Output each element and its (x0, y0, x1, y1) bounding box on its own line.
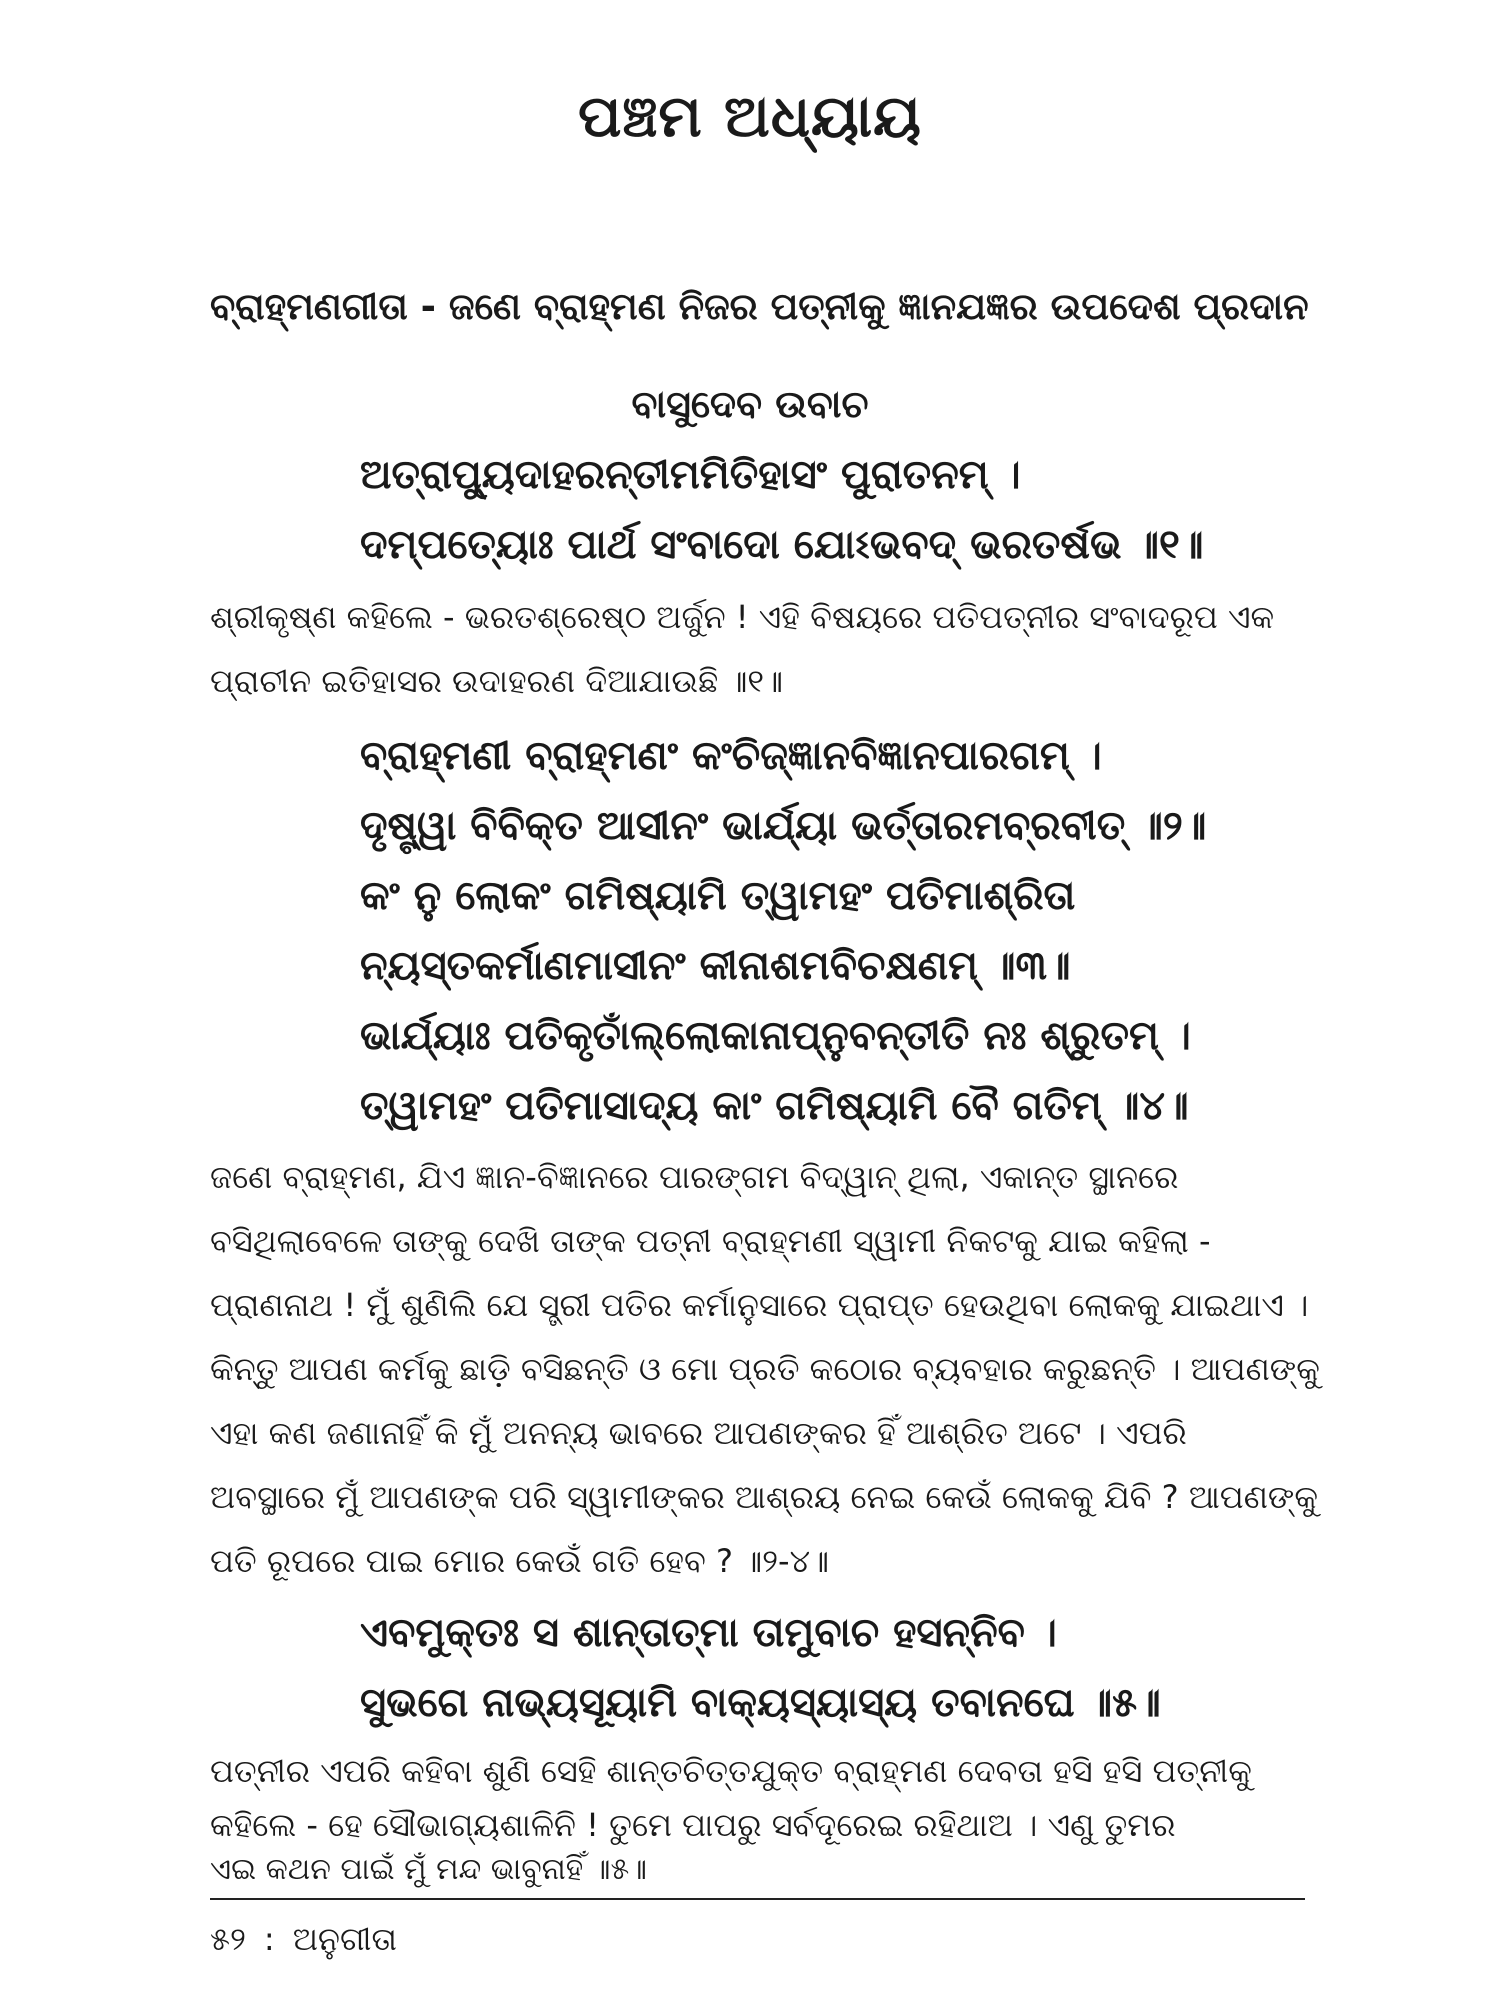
verse-line: ଦମ୍ପତ୍ୟୋଃ ପାର୍ଥ ସଂବାଦୋ ଯୋଽଭବଦ୍ ଭରତର୍ଷଭ ॥୧॥ (360, 522, 1204, 568)
prose-line: ବସିଥିଲାବେଳେ ତାଙ୍କୁ ଦେଖି ତାଙ୍କ ପତ୍ନୀ ବ୍ରାହ୍ମଣୀ ସ୍ୱାମୀ ନିକଟକୁ ଯାଇ କହିଲା - (210, 1222, 1211, 1260)
prose-line: ଜଣେ ବ୍ରାହ୍ମଣ, ଯିଏ ଜ୍ଞାନ-ବିଜ୍ଞାନରେ ପାରଙ୍ଗମ ବିଦ୍ୱାନ୍ ଥିଲା, ଏକାନ୍ତ ସ୍ଥାନରେ (210, 1158, 1179, 1196)
footer-separator: : (263, 1920, 275, 1958)
footer-divider (210, 1898, 1305, 1900)
page-number: ୫୨ (210, 1920, 246, 1958)
prose-line: ଏଇ କଥନ ପାଇଁ ମୁଁ ମନ୍ଦ ଭାବୁନାହିଁ ॥୫॥ (210, 1852, 647, 1887)
prose-line: ପ୍ରାଚୀନ ଇତିହାସର ଉଦାହରଣ ଦିଆଯାଉଛି ॥୧॥ (210, 662, 784, 700)
verse-line: ଏବମୁକ୍ତଃ ସ ଶାନ୍ତାତ୍ମା ତାମୁବାଚ ହସନ୍ନିବ । (360, 1610, 1057, 1656)
prose-line: କହିଲେ - ହେ ସୌଭାଗ୍ୟଶାଳିନି ! ତୁମେ ପାପରୁ ସର୍ବଦୂରେଇ ରହିଥାଅ । ଏଣୁ ତୁମର (210, 1806, 1176, 1844)
prose-line: ପତି ରୂପରେ ପାଇ ମୋର କେଉଁ ଗତି ହେବ ? ॥୨-୪॥ (210, 1542, 830, 1580)
prose-line: ଏହା କଣ ଜଣାନାହିଁ କି ମୁଁ ଅନନ୍ୟ ଭାବରେ ଆପଣଙ୍କର ହିଁ ଆଶ୍ରିତ ଅଟେ । ଏପରି (210, 1414, 1187, 1452)
prose-line: କିନ୍ତୁ ଆପଣ କର୍ମକୁ ଛାଡ଼ି ବସିଛନ୍ତି ଓ ମୋ ପ୍ରତି କଠୋର ବ୍ୟବହାର କରୁଛନ୍ତି । ଆପଣଙ୍କୁ (210, 1350, 1320, 1388)
verse-line: ଦୃଷ୍ଟ୍ୱା ବିବିକ୍ତ ଆସୀନଂ ଭାର୍ଯ୍ୟା ଭର୍ତ୍ତାରମବ୍ରବୀତ୍ ॥୨॥ (360, 803, 1207, 849)
section-heading: ବ୍ରାହ୍ମଣଗୀତା - ଜଣେ ବ୍ରାହ୍ମଣ ନିଜର ପତ୍ନୀକୁ ଜ୍ଞାନଯଜ୍ଞର ଉପଦେଶ ପ୍ରଦାନ (210, 285, 1309, 328)
prose-line: ଅବସ୍ଥାରେ ମୁଁ ଆପଣଙ୍କ ପରି ସ୍ୱାମୀଙ୍କର ଆଶ୍ରୟ ନେଇ କେଉଁ ଲୋକକୁ ଯିବି ? ଆପଣଙ୍କୁ (210, 1478, 1319, 1516)
prose-line: ଶ୍ରୀକୃଷ୍ଣ କହିଲେ - ଭରତଶ୍ରେଷ୍ଠ ଅର୍ଜୁନ ! ଏହି ବିଷୟରେ ପତିପତ୍ନୀର ସଂବାଦରୂପ ଏକ (210, 598, 1275, 636)
verse-line: ବ୍ରାହ୍ମଣୀ ବ୍ରାହ୍ମଣଂ କଂଚିଜ୍ଜ୍ଞାନବିଜ୍ଞାନପାରଗମ୍ । (360, 733, 1102, 779)
verse-line: ତ୍ୱାମହଂ ପତିମାସାଦ୍ୟ କାଂ ଗମିଷ୍ୟାମି ବୈ ଗତିମ୍ ॥୪॥ (360, 1083, 1189, 1129)
prose-line: ପତ୍ନୀର ଏପରି କହିବା ଶୁଣି ସେହି ଶାନ୍ତଚିତ୍ତଯୁକ୍ତ ବ୍ରାହ୍ମଣ ଦେବତା ହସି ହସି ପତ୍ନୀକୁ (210, 1752, 1252, 1790)
verse-line: ସୁଭଗେ ନାଭ୍ୟସୂୟାମି ବାକ୍ୟସ୍ୟାସ୍ୟ ତବାନଘେ ॥୫॥ (360, 1680, 1161, 1726)
verse-line: ଭାର୍ଯ୍ୟାଃ ପତିକୃତାଁଲ୍ଲୋକାନାପ୍ନୁବନ୍ତୀତି ନଃ ଶ୍ରୁତମ୍ । (360, 1013, 1191, 1059)
verse-line: ନ୍ୟସ୍ତକର୍ମାଣମାସୀନଂ କୀନାଶମବିଚକ୍ଷଣମ୍ ॥୩॥ (360, 943, 1071, 989)
verse-line: କଂ ନୁ ଲୋକଂ ଗମିଷ୍ୟାମି ତ୍ୱାମହଂ ପତିମାଶ୍ରିତା (360, 873, 1076, 919)
verse-line: ଅତ୍ରାପ୍ୟୁଦାହରନ୍ତୀମମିତିହାସଂ ପୁରାତନମ୍ । (360, 452, 1021, 498)
chapter-title: ପଞ୍ଚମ ଅଧ୍ୟାୟ (578, 82, 922, 150)
speaker-heading: ବାସୁଦେବ ଉବାଚ (631, 382, 869, 426)
page-footer (210, 1920, 397, 1959)
prose-line: ପ୍ରାଣନାଥ ! ମୁଁ ଶୁଣିଲି ଯେ ସ୍ତ୍ରୀ ପତିର କର୍ମାନୁସାରେ ପ୍ରାପ୍ତ ହେଉଥିବା ଲୋକକୁ ଯାଇଥାଏ । (210, 1286, 1309, 1324)
book-title: ଅନୁଗୀତା (292, 1920, 397, 1958)
